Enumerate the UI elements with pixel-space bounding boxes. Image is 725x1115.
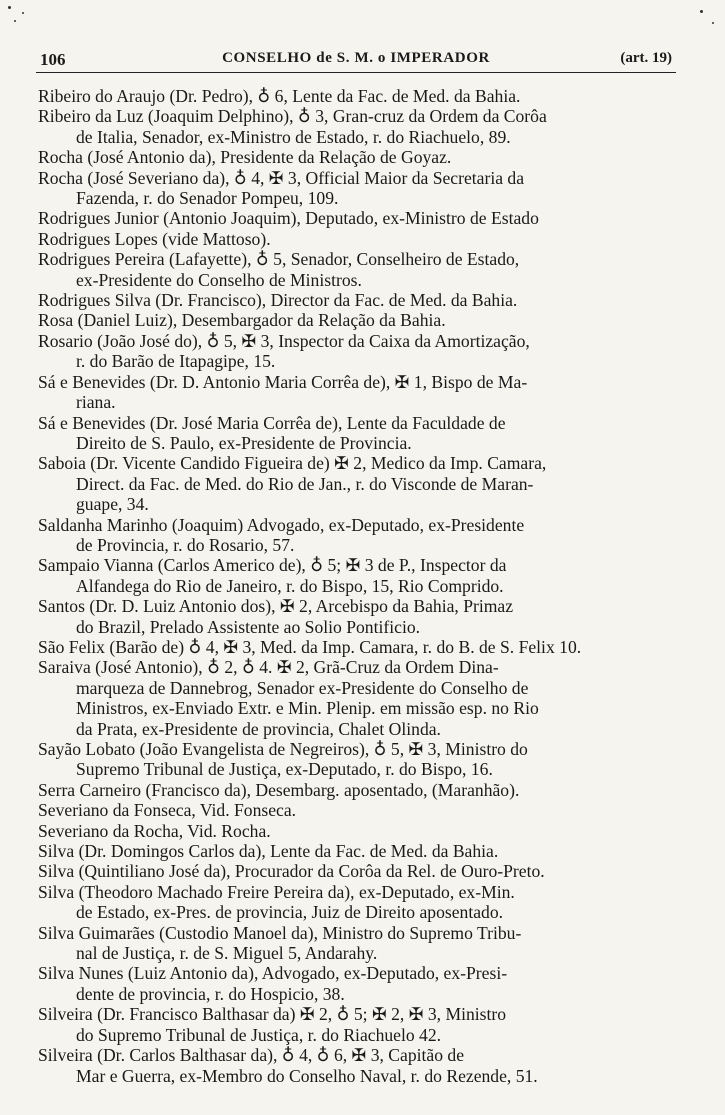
entry-continuation-line: Ministros, ex-Enviado Extr. e Min. Plenip. em missão esp. no Rio [76, 698, 539, 719]
entry-continuation-line: Direct. da Fac. de Med. do Rio de Jan., r. do Visconde de Maran- [76, 473, 534, 494]
scan-speck [14, 20, 16, 22]
entry-first-line: Severiano da Rocha, Vid. Rocha. [38, 820, 271, 841]
entry-first-line: Sampaio Vianna (Carlos Americo de), ♁ 5; ✠ 3 de P., Inspector da [38, 555, 507, 576]
list-item [38, 249, 684, 290]
entry-first-line: Silva Guimarães (Custodio Manoel da), Ministro do Supremo Tribu- [38, 922, 522, 943]
entry-first-line: Serra Carneiro (Francisco da), Desembarg. aposentado, (Maranhão). [38, 779, 520, 800]
entry-first-line: Silva (Quintiliano José da), Procurador da Corôa da Rel. de Ouro-Preto. [38, 861, 545, 882]
list-item [38, 861, 684, 881]
entry-continuation-line: da Prata, ex-Presidente de provincia, Chalet Olinda. [76, 718, 441, 739]
list-item [38, 86, 684, 106]
list-item [38, 290, 684, 310]
entry-continuation-line: de Estado, ex-Pres. de provincia, Juiz de Direito aposentado. [76, 902, 504, 923]
entry-first-line: Saldanha Marinho (Joaquim) Advogado, ex-Deputado, ex-Presidente [38, 514, 525, 535]
page-number: 106 [40, 50, 66, 69]
list-item [38, 555, 684, 596]
list-item [38, 229, 684, 249]
scan-speck [712, 22, 714, 24]
list-item [38, 331, 684, 372]
list-item [38, 780, 684, 800]
entry-first-line: Rosa (Daniel Luiz), Desembargador da Relação da Bahia. [38, 310, 446, 331]
entry-continuation-line: do Brazil, Prelado Assistente ao Solio Pontificio. [76, 616, 421, 637]
list-item [38, 821, 684, 841]
list-item [38, 413, 684, 454]
entry-continuation-line: guape, 34. [76, 494, 149, 515]
entry-continuation-line: nal de Justiça, r. de S. Miguel 5, Andarahy. [76, 943, 378, 964]
entry-list [38, 86, 684, 1086]
entry-first-line: São Felix (Barão de) ♁ 4, ✠ 3, Med. da Imp. Camara, r. do B. de S. Felix 10. [38, 636, 582, 657]
list-item [38, 1004, 684, 1045]
entry-first-line: Silveira (Dr. Francisco Balthasar da) ✠ 2, ♁ 5; ✠ 2, ✠ 3, Ministro [38, 1004, 507, 1025]
running-title: CONSELHO de S. M. o IMPERADOR [222, 50, 490, 66]
list-item [38, 657, 684, 739]
list-item [38, 106, 684, 147]
list-item [38, 841, 684, 861]
entry-first-line: Sayão Lobato (João Evangelista de Negreiros), ♁ 5, ✠ 3, Ministro do [38, 739, 528, 759]
list-item [38, 208, 684, 228]
entry-first-line: Silva (Theodoro Machado Freire Pereira da), ex-Deputado, ex-Min. [38, 881, 515, 902]
list-item [38, 453, 684, 514]
entry-first-line: Silva Nunes (Luiz Antonio da), Advogado, ex-Deputado, ex-Presi- [38, 963, 508, 984]
entry-first-line: Rosario (João José do), ♁ 5, ✠ 3, Inspector da Caixa da Amortização, [38, 330, 530, 351]
entry-first-line: Santos (Dr. D. Luiz Antonio dos), ✠ 2, Arcebispo da Bahia, Primaz [38, 596, 514, 617]
list-item [38, 515, 684, 556]
entry-first-line: Silva (Dr. Domingos Carlos da), Lente da Fac. de Med. da Bahia. [38, 841, 499, 862]
entry-first-line: Rocha (José Severiano da), ♁ 4, ✠ 3, Official Maior da Secretaria da [38, 167, 525, 188]
entry-continuation-line: marqueza de Dannebrog, Senador ex-Presidente do Conselho de [76, 677, 529, 698]
list-item [38, 1045, 684, 1086]
entry-continuation-line: r. do Barão de Itapagipe, 15. [76, 351, 276, 372]
entry-continuation-line: Fazenda, r. do Senador Pompeu, 109. [76, 188, 339, 209]
entry-first-line: Rodrigues Lopes (vide Mattoso). [38, 228, 271, 249]
list-item [38, 739, 684, 780]
entry-first-line: Rodrigues Silva (Dr. Francisco), Director da Fac. de Med. da Bahia. [38, 290, 518, 311]
entry-first-line: Silveira (Dr. Carlos Balthasar da), ♁ 4, ♁ 6, ✠ 3, Capitão de [38, 1045, 465, 1066]
entry-continuation-line: ex-Presidente do Conselho de Ministros. [76, 269, 362, 290]
entry-first-line: Ribeiro do Araujo (Dr. Pedro), ♁ 6, Lente da Fac. de Med. da Bahia. [38, 86, 521, 106]
entry-continuation-line: Alfandega do Rio de Janeiro, r. do Bispo, 15, Rio Comprido. [76, 575, 504, 596]
list-item [38, 147, 684, 167]
entry-continuation-line: riana. [76, 392, 116, 413]
entry-first-line: Sá e Benevides (Dr. D. Antonio Maria Corrêa de), ✠ 1, Bispo de Ma- [38, 371, 528, 392]
entry-continuation-line: de Provincia, r. do Rosario, 57. [76, 534, 295, 555]
entry-continuation-line: Mar e Guerra, ex-Membro do Conselho Naval, r. do Rezende, 51. [76, 1065, 538, 1086]
list-item [38, 637, 684, 657]
entry-first-line: Saboia (Dr. Vicente Candido Figueira de) ✠ 2, Medico da Imp. Camara, [38, 453, 547, 474]
entry-continuation-line: Direito de S. Paulo, ex-Presidente de Provincia. [76, 432, 412, 453]
entry-first-line: Rodrigues Pereira (Lafayette), ♁ 5, Senador, Conselheiro de Estado, [38, 249, 520, 270]
entry-continuation-line: de Italia, Senador, ex-Ministro de Estado, r. do Riachuelo, 89. [76, 126, 511, 147]
list-item [38, 168, 684, 209]
entry-first-line: Sá e Benevides (Dr. José Maria Corrêa de), Lente da Faculdade de [38, 412, 506, 433]
list-item [38, 310, 684, 330]
entry-continuation-line: Supremo Tribunal de Justiça, ex-Deputado, r. do Bispo, 16. [76, 759, 493, 780]
scan-speck [22, 12, 24, 14]
entry-continuation-line: dente de provincia, r. do Hospicio, 38. [76, 983, 345, 1004]
list-item [38, 882, 684, 923]
entry-first-line: Rocha (José Antonio da), Presidente da Relação de Goyaz. [38, 147, 452, 168]
page-header [36, 46, 676, 73]
list-item [38, 800, 684, 820]
list-item [38, 963, 684, 1004]
entry-continuation-line: do Supremo Tribunal de Justiça, r. do Riachuelo 42. [76, 1024, 442, 1045]
list-item [38, 372, 684, 413]
entry-first-line: Severiano da Fonseca, Vid. Fonseca. [38, 800, 297, 821]
entry-first-line: Saraiva (José Antonio), ♁ 2, ♁ 4. ✠ 2, Grã-Cruz da Ordem Dina- [38, 657, 499, 678]
scan-speck [700, 10, 703, 13]
scan-speck [8, 6, 11, 9]
entry-first-line: Ribeiro da Luz (Joaquim Delphino), ♁ 3, Gran-cruz da Ordem da Corôa [38, 106, 547, 127]
list-item [38, 596, 684, 637]
entry-first-line: Rodrigues Junior (Antonio Joaquim), Deputado, ex-Ministro de Estado [38, 208, 539, 229]
list-item [38, 923, 684, 964]
article-reference: (art. 19) [620, 50, 672, 66]
